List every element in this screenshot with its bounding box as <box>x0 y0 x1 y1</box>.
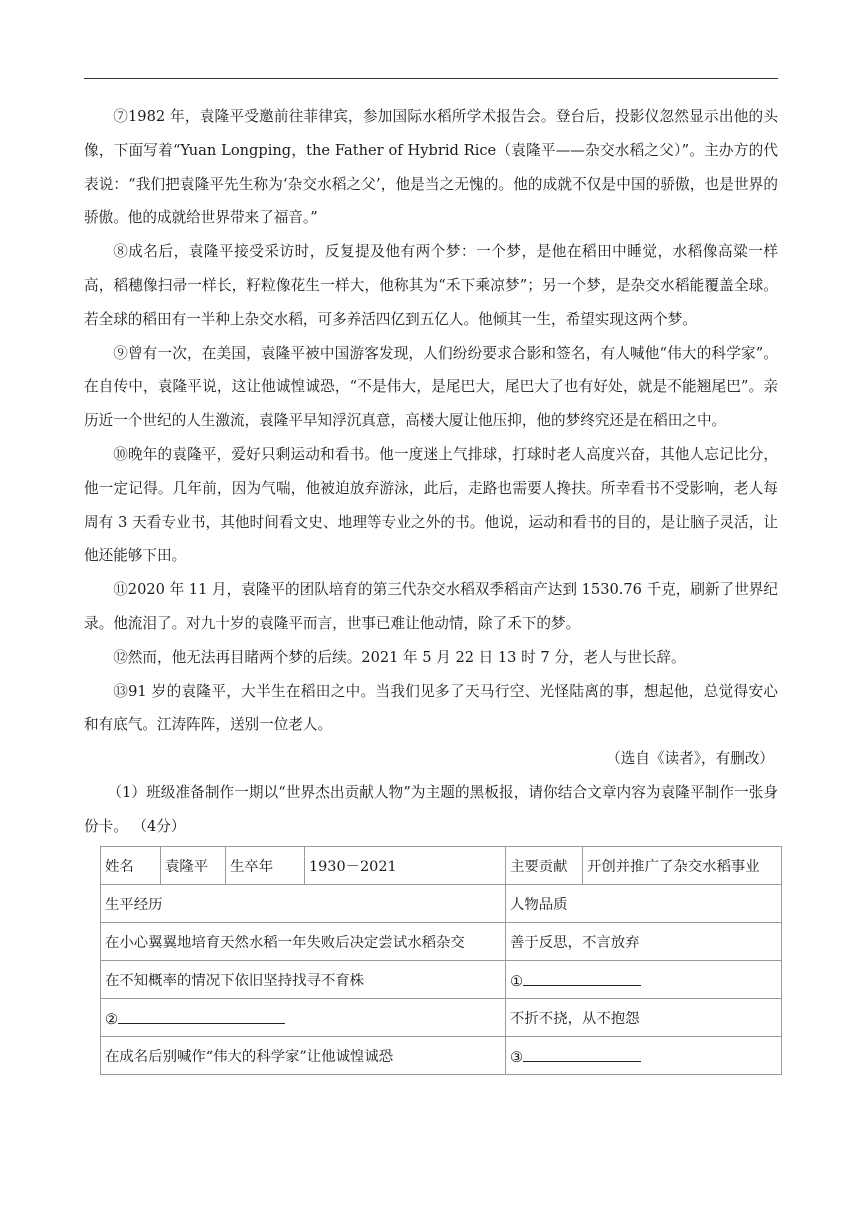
history-header: 生平经历 <box>101 885 506 923</box>
life-value: 1930－2021 <box>305 847 506 885</box>
paragraph-10: ⑩晚年的袁隆平，爱好只剩运动和看书。他一度迷上气排球，打球时老人高度兴奋，其他人忘记比分，他一定记得。几年前，因为气喘，他被迫放弃游泳，此后，走路也需要人搀扶。所幸看书不受影响，老人每周有 3 天看专业书，其他时间看文史、地理等专业之外的书。他说，运动和看书的目的，是让脑子灵活，让他还能够下田。 <box>84 445 778 565</box>
article <box>84 100 778 844</box>
quality-cell: 善于反思，不言放弃 <box>506 923 782 961</box>
source-citation: （选自《读者》，有删改） <box>606 750 774 768</box>
table-row <box>101 1037 782 1075</box>
name-value: 袁隆平 <box>161 847 226 885</box>
contribution-value: 开创并推广了杂交水稻事业 <box>583 847 782 885</box>
identity-card-table <box>100 846 782 1075</box>
paragraph-9: ⑨曾有一次，在美国，袁隆平被中国游客发现，人们纷纷要求合影和签名，有人喊他“伟大的科学家”。在自传中，袁隆平说，这让他诚惶诚恐，“不是伟大，是尾巴大，尾巴大了也有好处，就是不能翘尾巴”。亲历近一个世纪的人生激流，袁隆平早知浮沉真意，高楼大厦让他压抑，他的梦终究还是在稻田之中。 <box>84 344 778 430</box>
answer-blank-line <box>523 1046 641 1062</box>
paragraph-13: ⑬91 岁的袁隆平，大半生在稻田之中。当我们见多了天马行空、光怪陆离的事，想起他，总觉得安心和有底气。江涛阵阵，送别一位老人。 <box>84 682 778 734</box>
blank-number: ② <box>105 1011 118 1028</box>
table-row <box>101 999 782 1037</box>
history-blank-2[interactable] <box>101 999 506 1037</box>
paragraph-8: ⑧成名后，袁隆平接受采访时，反复提及他有两个梦：一个梦，是他在稻田中睡觉，水稻像高粱一样高，稻穗像扫帚一样长，籽粒像花生一样大，他称其为“禾下乘凉梦”；另一个梦，是杂交水稻能覆盖全球。若全球的稻田有一半种上杂交水稻，可多养活四亿到五亿人。他倾其一生，希望实现这两个梦。 <box>84 243 778 328</box>
table-row <box>101 923 782 961</box>
paragraph-7: ⑦1982 年，袁隆平受邀前往菲律宾，参加国际水稻所学术报告会。登台后，投影仪忽然显示出他的头像，下面写着“Yuan Longping，the Father of Hybrid Rice（袁隆平——杂交水稻之父）”。主办方的代表说：“我们把袁隆平先生称为‘杂交水稻之父’，他是当之无愧的。他的成就不仅是中国的骄傲，也是世界的骄傲。他的成就给世界带来了福音。” <box>84 108 778 227</box>
quality-blank-3[interactable] <box>506 1037 782 1075</box>
table-row <box>101 961 782 999</box>
life-label: 生卒年 <box>226 847 305 885</box>
quality-blank-1[interactable] <box>506 961 782 999</box>
quality-header: 人物品质 <box>506 885 782 923</box>
quality-cell: 不折不挠，从不抱怨 <box>506 999 782 1037</box>
name-label: 姓名 <box>101 847 161 885</box>
paragraph-12: ⑫然而，他无法再目睹两个梦的后续。2021 年 5 月 22 日 13 时 7 分，老人与世长辞。 <box>113 648 686 666</box>
answer-blank-line <box>523 970 641 986</box>
table-row <box>101 885 782 923</box>
paragraph-11: ⑪2020 年 11 月，袁隆平的团队培育的第三代杂交水稻双季稻亩产达到 1530.76 千克，刷新了世界纪录。他流泪了。对九十岁的袁隆平而言，世事已难让他动情，除了禾下的梦。 <box>84 581 778 632</box>
history-cell: 在小心翼翼地培育天然水稻一年失败后决定尝试水稻杂交 <box>101 923 506 961</box>
header-rule <box>84 78 778 79</box>
answer-blank-line <box>118 1008 285 1024</box>
history-cell: 在成名后别喊作“伟大的科学家”让他诚惶诚恐 <box>101 1037 506 1075</box>
question-1: （1）班级准备制作一期以“世界杰出贡献人物”为主题的黑板报，请你结合文章内容为袁隆平制作一张身份卡。 （4分） <box>84 783 778 835</box>
history-cell: 在不知概率的情况下依旧坚持找寻不育株 <box>101 961 506 999</box>
blank-number: ① <box>510 973 523 990</box>
table-row <box>101 847 782 885</box>
contribution-label: 主要贡献 <box>506 847 583 885</box>
blank-number: ③ <box>510 1049 523 1066</box>
